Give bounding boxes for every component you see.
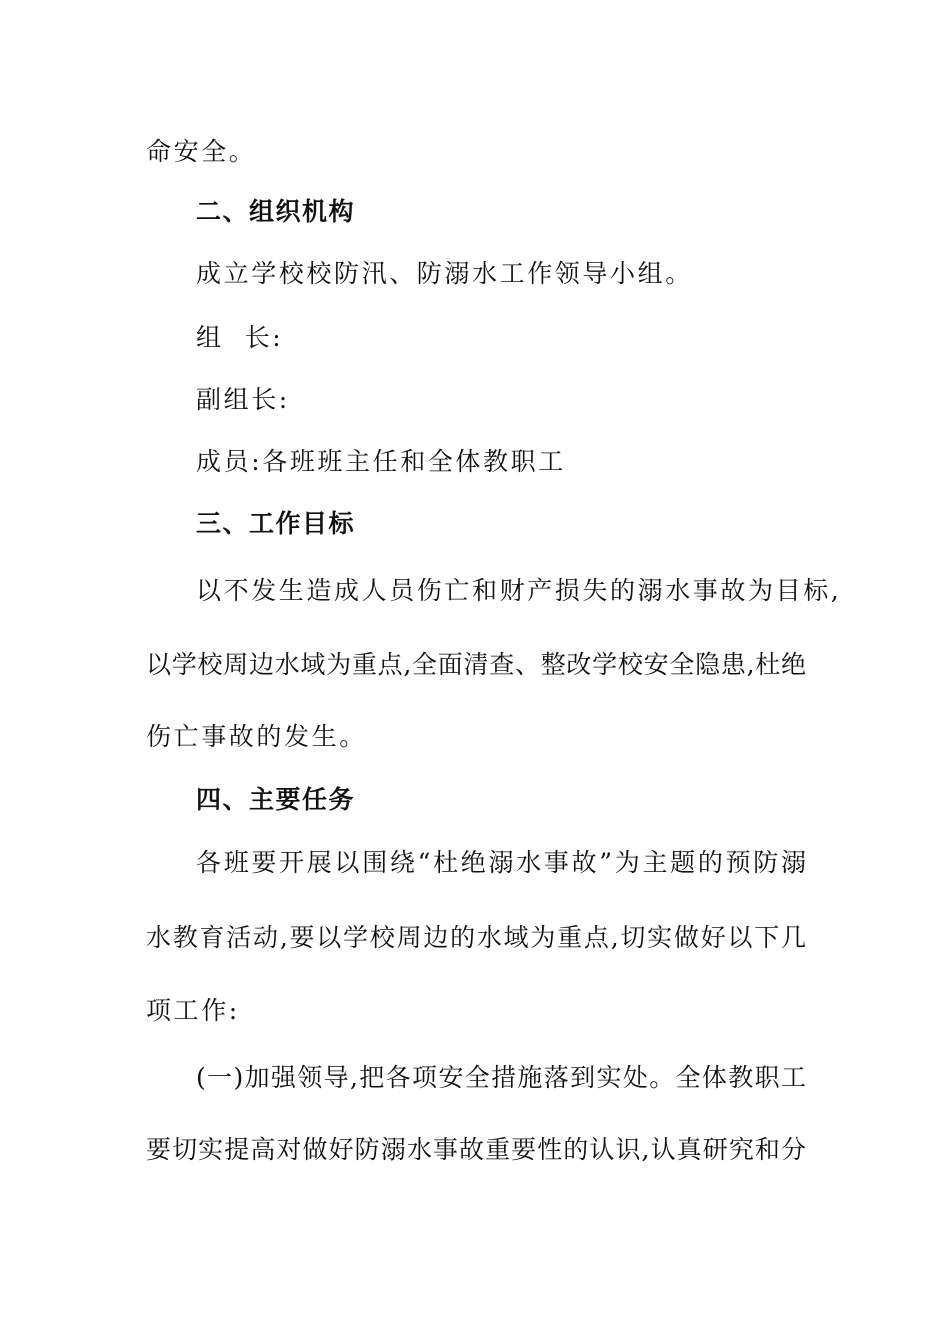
paragraph-line: 伤亡事故的发生。 bbox=[146, 722, 367, 751]
paragraph-line: 以学校周边水域为重点,全面清查、整改学校安全隐患,杜绝 bbox=[146, 650, 806, 679]
paragraph-line: (一)加强领导,把各项安全措施落到实处。全体教职工 bbox=[196, 1063, 806, 1092]
group-leader-line: 组 长: bbox=[196, 323, 284, 352]
paragraph-line: 以不发生造成人员伤亡和财产损失的溺水事故为目标, bbox=[196, 576, 842, 605]
paragraph-line: 项工作: bbox=[146, 996, 240, 1025]
paragraph-line: 水教育活动,要以学校周边的水域为重点,切实做好以下几 bbox=[146, 923, 806, 952]
paragraph-line: 要切实提高对做好防溺水事故重要性的认识,认真研究和分 bbox=[146, 1135, 806, 1164]
section-heading: 四、主要任务 bbox=[196, 785, 356, 814]
paragraph-line: 命安全。 bbox=[146, 137, 257, 166]
paragraph-line: 各班要开展以围绕“杜绝溺水事故”为主题的预防溺 bbox=[196, 848, 806, 877]
paragraph-line: 成立学校校防汛、防溺水工作领导小组。 bbox=[196, 259, 693, 288]
members-line: 成员:各班班主任和全体教职工 bbox=[196, 447, 566, 476]
deputy-leader-line: 副组长: bbox=[196, 385, 290, 414]
section-heading: 二、组织机构 bbox=[196, 197, 356, 226]
section-heading: 三、工作目标 bbox=[196, 509, 356, 538]
